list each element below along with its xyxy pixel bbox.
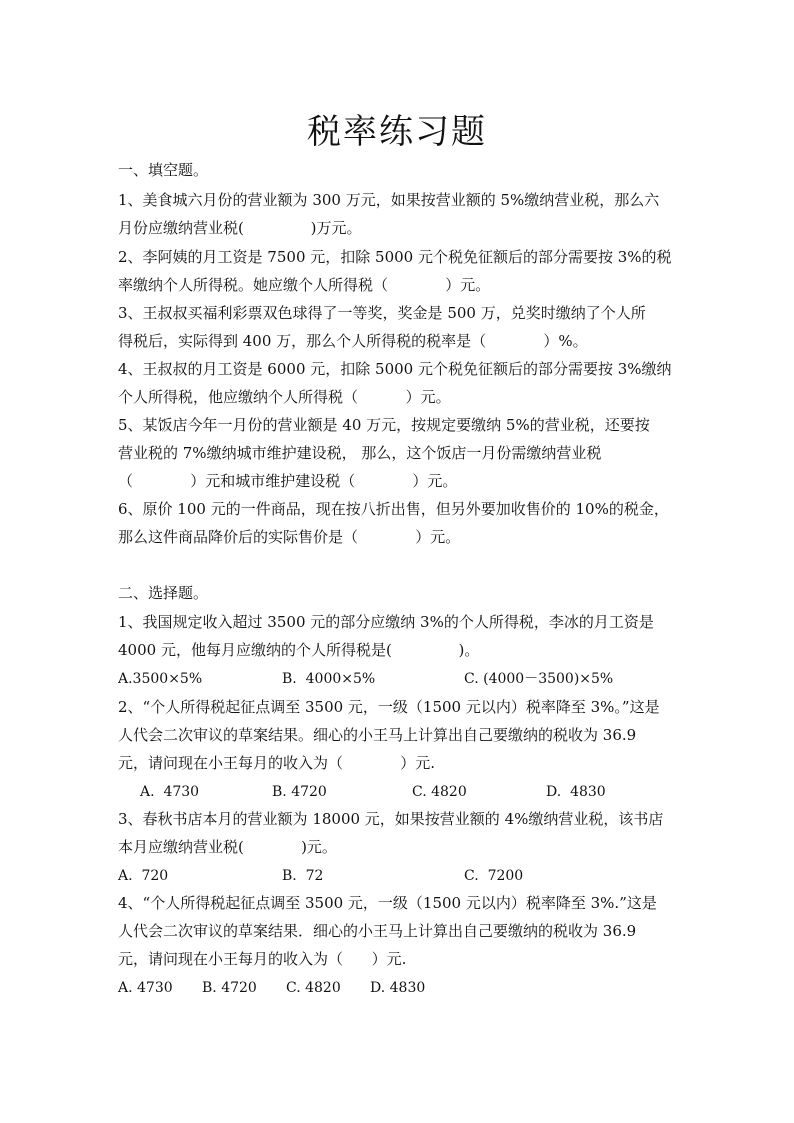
option-b: B. 4000×5% (282, 671, 376, 687)
question-line: 3、王叔叔买福利彩票双色球得了一等奖，奖金是 500 万，兑奖时缴纳了个人所 (118, 304, 646, 322)
question-line: 元，请问现在小王每月的收入为（ ）元. (118, 754, 435, 772)
option-a: A. 4730 (118, 980, 173, 996)
page-title: 税率练习题 (307, 112, 487, 152)
question-line: 个人所得税，他应缴纳个人所得税（ ）元。 (118, 388, 451, 406)
section-heading-multiple-choice: 二、选择题。 (118, 584, 209, 602)
question-line: 率缴纳个人所得税。她应缴个人所得税（ ）元。 (118, 276, 491, 294)
option-c: C. 4820 (412, 784, 467, 800)
question-line: 1、美食城六月份的营业额为 300 万元，如果按营业额的 5%缴纳营业税，那么六 (118, 191, 660, 209)
question-line: 月份应缴纳营业税( )万元。 (118, 219, 362, 237)
question-line: 本月应缴纳营业税( )元。 (118, 838, 337, 856)
option-c: C. 4820 (286, 980, 341, 996)
question-line: 6、原价 100 元的一件商品，现在按八折出售，但另外要加收售价的 10%的税金， (118, 500, 669, 518)
option-a: A. 720 (118, 868, 169, 884)
option-b: B. 4720 (202, 980, 257, 996)
option-a: A.3500×5% (118, 671, 203, 687)
question-line: 4、王叔叔的月工资是 6000 元，扣除 5000 元个税免征额后的部分需要按 3%缴纳 (118, 360, 672, 378)
question-line: 2、“个人所得税起征点调至 3500 元，一级（1500 元以内）税率降至 3%。”这是 (118, 698, 660, 716)
question-line: 1、我国规定收入超过 3500 元的部分应缴纳 3%的个人所得税，李冰的月工资是 (118, 613, 654, 631)
question-line: 那么这件商品降价后的实际售价是（ ）元。 (118, 528, 461, 546)
question-line: 人代会二次审议的草案结果。细心的小王马上计算出自己要缴纳的税收为 36.9 (118, 726, 637, 744)
question-line: 3、春秋书店本月的营业额为 18000 元，如果按营业额的 4%缴纳营业税，该书店 (118, 810, 664, 828)
question-line: 营业税的 7%缴纳城市维护建设税， 那么，这个饭店一月份需缴纳营业税 (118, 444, 602, 462)
option-c: C. 7200 (464, 868, 524, 884)
option-d: D. 4830 (546, 784, 606, 800)
option-b: B. 72 (282, 868, 324, 884)
question-line: 4000 元，他每月应缴纳的个人所得税是( )。 (118, 641, 480, 659)
question-line: 2、李阿姨的月工资是 7500 元，扣除 5000 元个税免征额后的部分需要按 3%的税 (118, 248, 672, 266)
section-heading-fill-blank: 一、填空题。 (118, 161, 209, 179)
question-line: 5、某饭店今年一月份的营业额是 40 万元，按规定要缴纳 5%的营业税，还要按 (118, 416, 650, 434)
question-line: （ ）元和城市维护建设税（ ）元。 (118, 472, 458, 490)
question-line: 人代会二次审议的草案结果．细心的小王马上计算出自己要缴纳的税收为 36.9 (118, 922, 637, 940)
option-b: B. 4720 (272, 784, 327, 800)
question-line: 得税后，实际得到 400 万，那么个人所得税的税率是（ ）%。 (118, 332, 588, 350)
question-line: 4、“个人所得税起征点调至 3500 元，一级（1500 元以内）税率降至 3%.”这是 (118, 894, 657, 912)
option-d: D. 4830 (370, 980, 426, 996)
question-line: 元，请问现在小王每月的收入为（ ）元. (118, 950, 407, 968)
option-a: A. 4730 (140, 784, 200, 800)
option-c: C. (4000－3500)×5% (464, 671, 614, 687)
